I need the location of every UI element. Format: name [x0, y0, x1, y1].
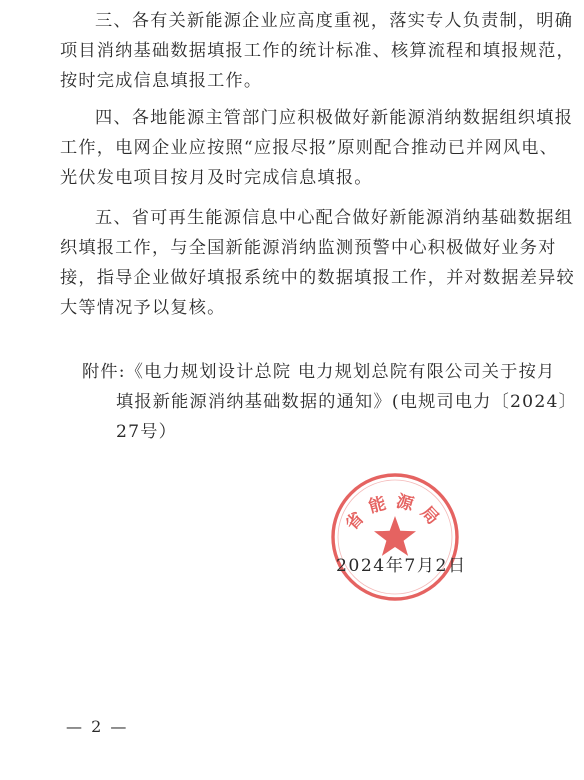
- issue-date: 2024年7月2日: [336, 556, 467, 576]
- paragraph-4: [60, 103, 574, 193]
- paragraph-line: 三、各有关新能源企业应高度重视，落实专人负责制，明确: [95, 11, 574, 31]
- paragraph-line: 按时完成信息填报工作。: [60, 71, 263, 91]
- paragraph-line: 接，指导企业做好填报系统中的数据填报工作，并对数据差异较: [60, 268, 575, 288]
- paragraph-line: 五、省可再生能源信息中心配合做好新能源消纳基础数据组: [95, 208, 574, 228]
- paragraph-line: 工作，电网企业应按照“应报尽报”原则配合推动已并网风电、: [60, 138, 559, 158]
- paragraph-line: 项目消纳基础数据填报工作的统计标准、核算流程和填报规范，: [60, 41, 575, 61]
- official-seal: [328, 470, 462, 604]
- paragraph-line: 四、各地能源主管部门应积极做好新能源消纳数据组织填报: [95, 108, 574, 128]
- paragraph-line: 光伏发电项目按月及时完成信息填报。: [60, 168, 373, 188]
- paragraph-5: [60, 203, 575, 323]
- attachment-line: 27号）: [116, 422, 178, 442]
- paragraph-line: 大等情况予以复核。: [60, 298, 226, 318]
- page-number: — 2 —: [66, 717, 129, 736]
- attachment-line: 附件:《电力规划设计总院 电力规划总院有限公司关于按月: [82, 362, 556, 382]
- seal-star-icon: [374, 516, 416, 556]
- attachment-line: 填报新能源消纳基础数据的通知》(电规司电力〔2024〕: [116, 392, 577, 412]
- attachment-note: [82, 357, 577, 447]
- paragraph-3: [60, 6, 575, 96]
- paragraph-line: 织填报工作，与全国新能源消纳监测预警中心积极做好业务对: [60, 238, 557, 258]
- seal-text: 省能源局: [341, 491, 449, 535]
